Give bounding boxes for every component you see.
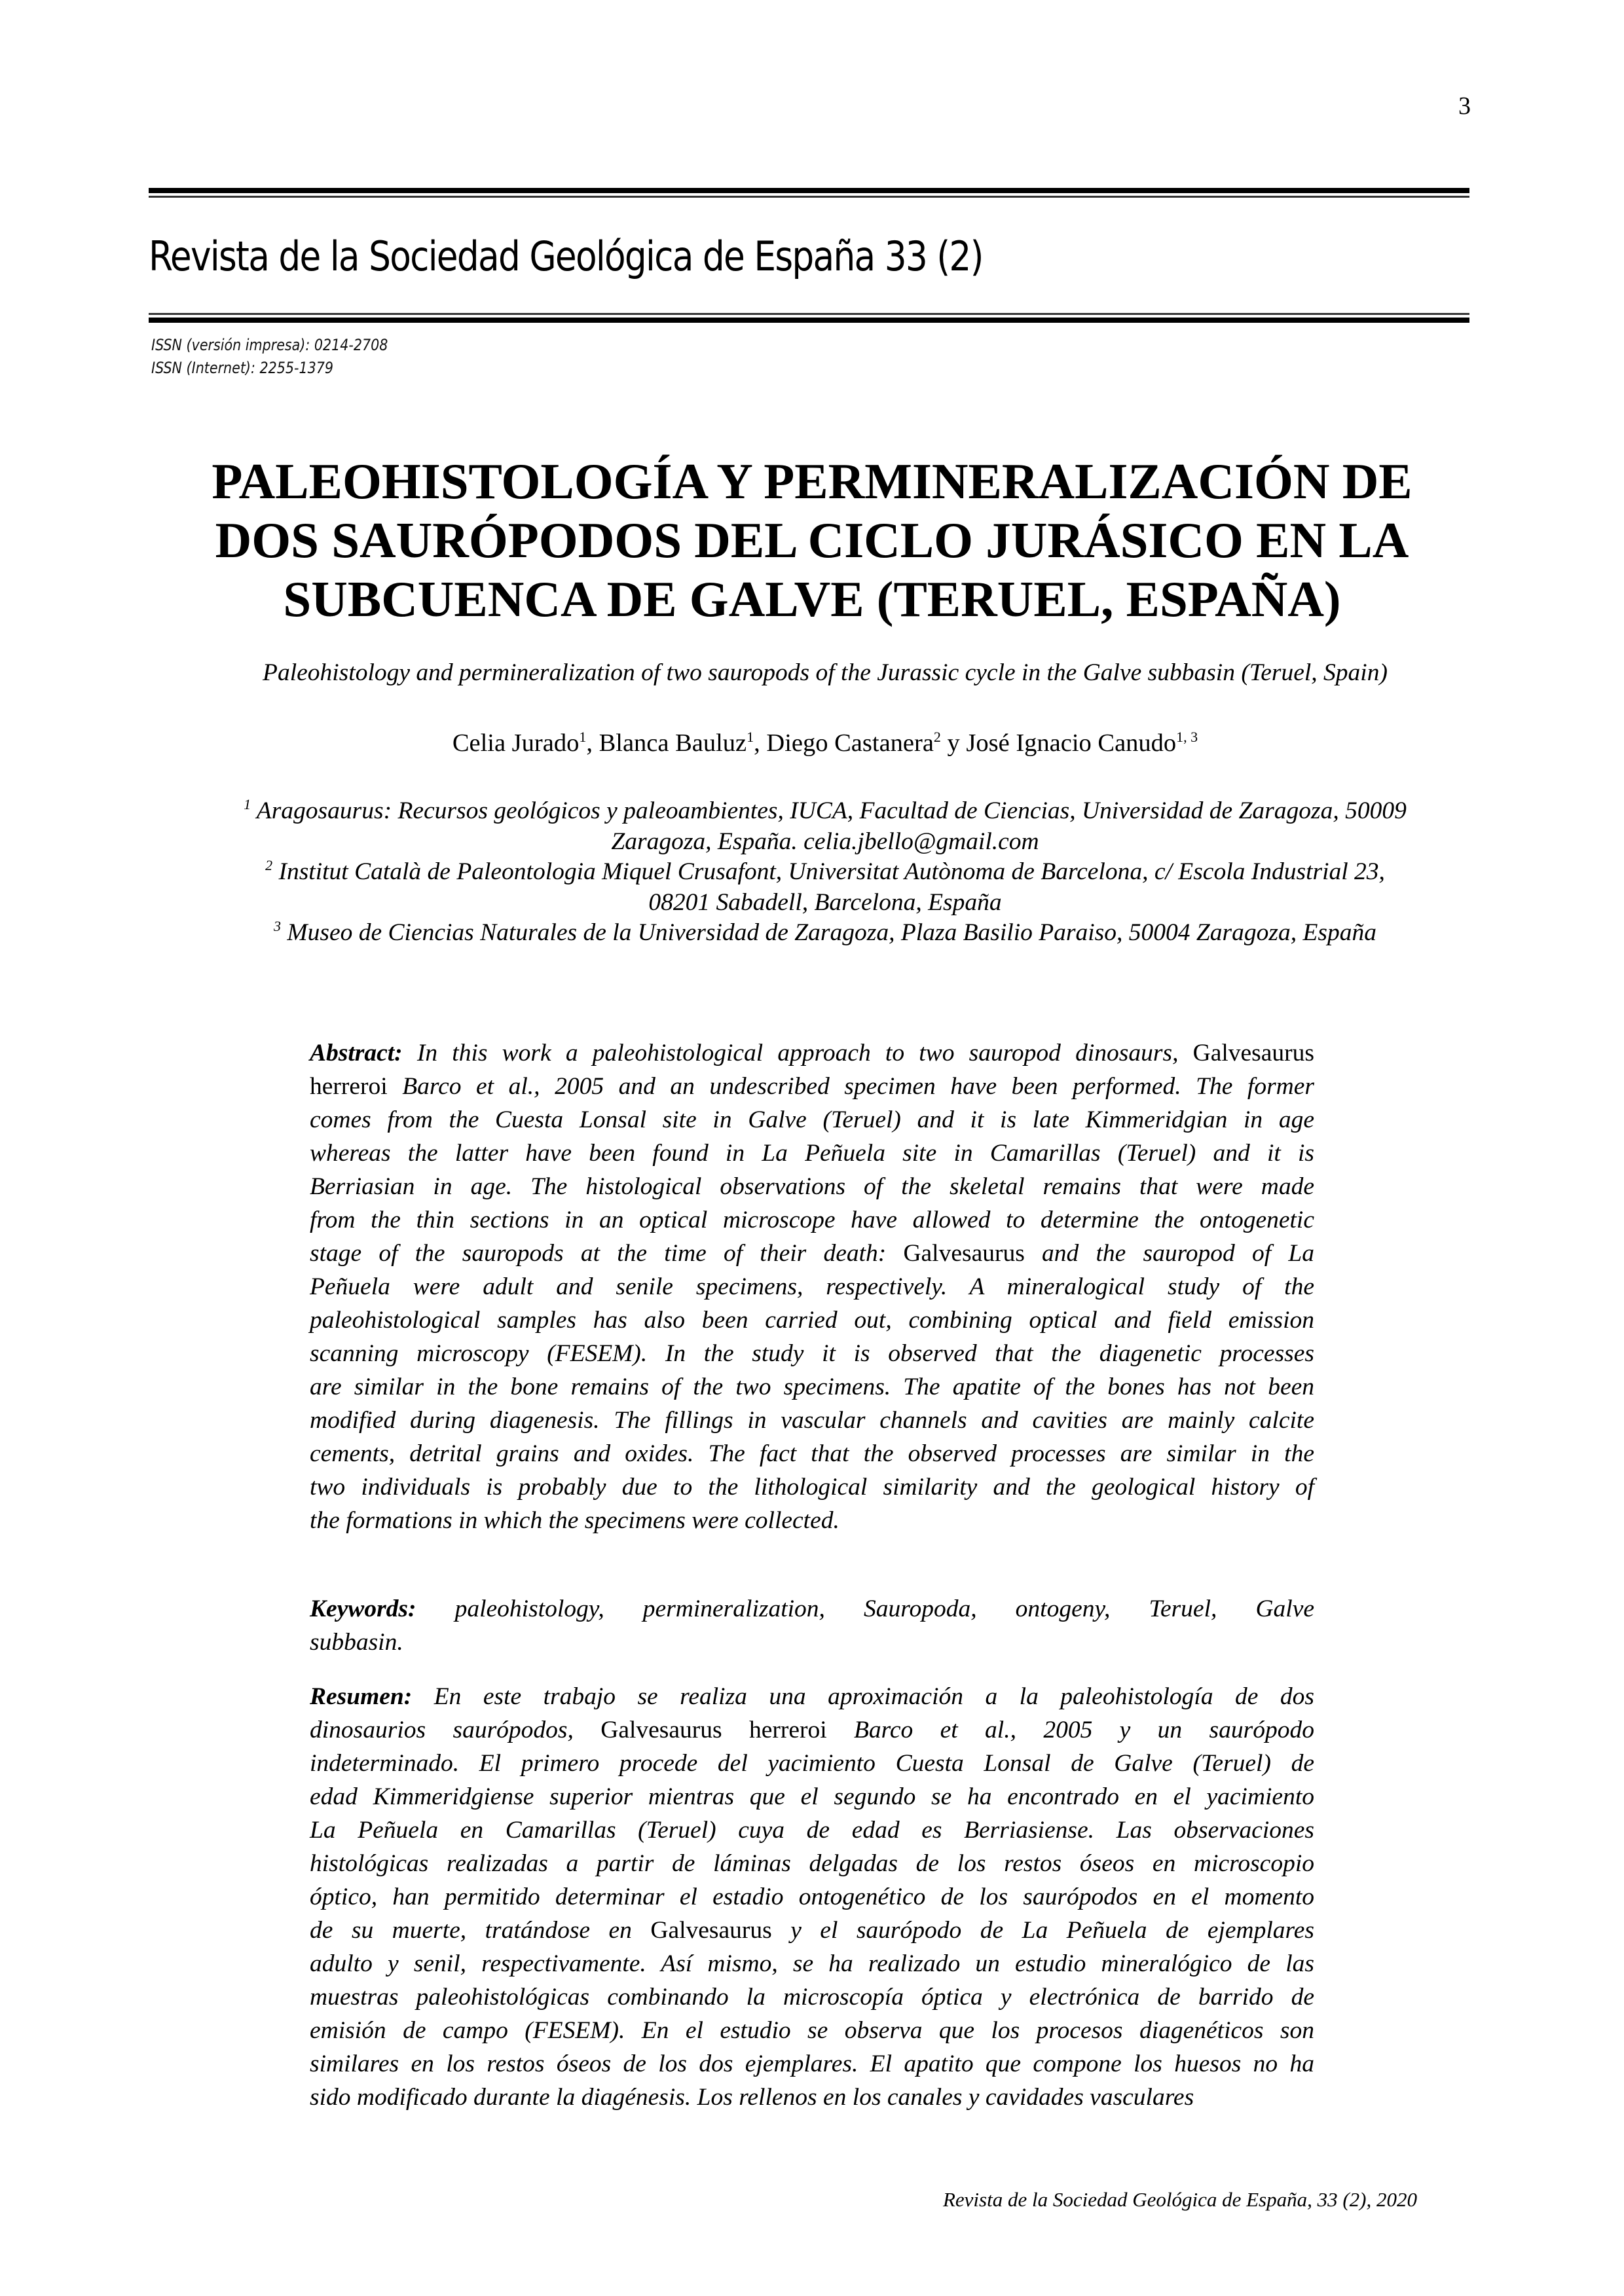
text-line	[310, 1880, 1314, 1914]
text-run: En este trabajo se realiza una aproximación a la paleohistología de dos	[412, 1683, 1314, 1710]
author-sep: ,	[586, 729, 599, 757]
text-line	[310, 1404, 1314, 1437]
text-line	[310, 1747, 1314, 1780]
keywords	[310, 1592, 1314, 1659]
abstract	[310, 1036, 1314, 1537]
text-run: edad Kimmeridgiense superior mientras que el segundo se ha encontrado en el yacimiento	[310, 1783, 1314, 1810]
text-line	[310, 1813, 1314, 1847]
taxon-name: herreroi	[310, 1073, 388, 1100]
text-run: similares en los restos óseos de los dos ejemplares. El apatito que compone los huesos no ha	[310, 2050, 1314, 2077]
affiliation-2-cont: 08201 Sabadell, Barcelona, España	[648, 888, 1002, 916]
text-run: modified during diagenesis. The fillings in vascular channels and cavities are mainly calcite	[310, 1407, 1314, 1434]
text-line	[310, 1337, 1314, 1370]
text-run: histológicas realizadas a partir de láminas delgadas de los restos óseos en microscopio	[310, 1850, 1314, 1877]
text-run: whereas the latter have been found in La Peñuela site in Camarillas (Teruel) and it is	[310, 1140, 1314, 1167]
section-label: Abstract:	[310, 1040, 403, 1066]
text-run: óptico, han permitido determinar el estadio ontogenético de los saurópodos en el momento	[310, 1884, 1314, 1910]
text-run: cements, detrital grains and oxides. The fact that the observed processes are similar in the	[310, 1440, 1314, 1467]
title-line: PALEOHISTOLOGÍA Y PERMINERALIZACIÓN DE	[212, 453, 1412, 509]
resumen	[310, 1680, 1314, 2114]
text-line	[310, 1947, 1314, 1980]
text-run: y el saurópodo de La Peñuela de ejemplares	[771, 1917, 1314, 1944]
author-affil-mark: 2	[933, 729, 941, 745]
text-line	[310, 1036, 1314, 1070]
author-list	[157, 727, 1493, 759]
text-run: indeterminado. El primero procede del yacimiento Cuesta Lonsal de Galve (Teruel) de	[310, 1750, 1314, 1777]
issn-online: ISSN (Internet): 2255-1379	[151, 359, 333, 377]
text-line	[310, 2014, 1314, 2047]
affiliation-1	[151, 796, 1500, 827]
section-label: Keywords:	[310, 1595, 416, 1622]
text-line	[310, 1370, 1314, 1404]
text-line	[310, 1713, 1314, 1747]
text-run: subbasin.	[310, 1629, 403, 1656]
text-run: emisión de campo (FESEM). En el estudio se observa que los procesos diagenéticos son	[310, 2017, 1314, 2044]
text-line	[310, 1270, 1314, 1303]
journal-title: Revista de la Sociedad Geológica de España 33 (2)	[149, 232, 983, 280]
text-run: and the sauropod of La	[1024, 1240, 1314, 1267]
text-run: from the thin sections in an optical microscope have allowed to determine the ontogenetic	[310, 1207, 1314, 1233]
author-affil-mark: 1	[747, 729, 754, 745]
title-line: DOS SAURÓPODOS DEL CICLO JURÁSICO EN LA	[215, 512, 1409, 568]
affil-text: Institut Català de Paleontologia Miquel Crusafont, Universitat Autònoma de Barcelona, c/ Escola Industrial 23,	[272, 858, 1385, 885]
page-footer: Revista de la Sociedad Geológica de España, 33 (2), 2020	[942, 2188, 1417, 2211]
text-run: are similar in the bone remains of the two specimens. The apatite of the bones has not been	[310, 1374, 1314, 1400]
text-line	[310, 1303, 1314, 1337]
text-line	[310, 1980, 1314, 2014]
affil-number: 2	[265, 857, 273, 873]
author-name: Celia Jurado	[452, 729, 580, 757]
text-line	[310, 1070, 1314, 1103]
text-run: two individuals is probably due to the lithological similarity and the geological history of	[310, 1474, 1314, 1501]
author-sep: ,	[754, 729, 767, 757]
issn-print: ISSN (versión impresa): 0214-2708	[151, 336, 388, 354]
taxon-name: Galvesaurus	[650, 1917, 772, 1944]
author-name: José Ignacio Canudo	[966, 729, 1177, 757]
header-rule-bottom-thin	[149, 313, 1469, 315]
affiliation-3	[151, 918, 1500, 949]
section-label: Resumen:	[310, 1683, 413, 1710]
author-name: Diego Castanera	[766, 729, 934, 757]
taxon-name: Galvesaurus herreroi	[600, 1717, 827, 1743]
text-line	[310, 1504, 1314, 1537]
text-line	[310, 1103, 1314, 1137]
text-run: the formations in which the specimens were collected.	[310, 1507, 840, 1534]
text-run: adulto y senil, respectivamente. Así mismo, se ha realizado un estudio mineralógico de las	[310, 1950, 1314, 1977]
text-line	[310, 1914, 1314, 1947]
title-line: SUBCUENCA DE GALVE (TERUEL, ESPAÑA)	[283, 571, 1341, 627]
text-line	[310, 1137, 1314, 1170]
affiliations	[151, 796, 1500, 949]
text-run: Barco et al., 2005 y un saurópodo	[826, 1717, 1314, 1743]
author-affil-mark: 1	[579, 729, 587, 745]
text-run: sido modificado durante la diagénesis. Los rellenos en los canales y cavidades vasculares	[310, 2084, 1194, 2111]
text-run: Barco et al., 2005 and an undescribed specimen have been performed. The former	[387, 1073, 1314, 1100]
text-run: La Peñuela en Camarillas (Teruel) cuya de edad es Berriasiense. Las observaciones	[310, 1817, 1314, 1844]
author-affil-mark: 1, 3	[1176, 729, 1198, 745]
header-rule-bottom-thick	[149, 318, 1469, 323]
affiliation-1-cont: Zaragoza, España. celia.jbello@gmail.com	[611, 828, 1039, 855]
text-run: scanning microscopy (FESEM). In the study it is observed that the diagenetic processes	[310, 1340, 1314, 1367]
page-number: 3	[1458, 92, 1471, 120]
header-rule-top-thin	[149, 196, 1469, 198]
affiliation-2	[151, 857, 1500, 888]
text-run: Berriasian in age. The histological observations of the skeletal remains that were made	[310, 1173, 1314, 1200]
taxon-name: Galvesaurus	[903, 1240, 1025, 1267]
text-run: stage of the sauropods at the time of their death:	[310, 1240, 904, 1267]
text-run: muestras paleohistológicas combinando la microscopía óptica y electrónica de barrido de	[310, 1984, 1314, 2011]
text-run: Peñuela were adult and senile specimens, respectively. A mineralogical study of the	[310, 1273, 1314, 1300]
taxon-name: Galvesaurus	[1192, 1040, 1314, 1066]
text-line	[310, 1470, 1314, 1504]
affil-text: Aragosaurus: Recursos geológicos y paleoambientes, IUCA, Facultad de Ciencias, Universidad de Zaragoza, 50009	[251, 797, 1407, 824]
text-line	[310, 1237, 1314, 1270]
text-run: dinosaurios saurópodos,	[310, 1717, 601, 1743]
text-run: paleohistological samples has also been carried out, combining optical and field emission	[310, 1307, 1314, 1334]
affil-number: 1	[244, 796, 251, 812]
header-rule-top-thick	[149, 188, 1469, 193]
text-run: paleohistology, permineralization, Sauropoda, ontogeny, Teruel, Galve	[416, 1595, 1314, 1622]
text-run: de su muerte, tratándose en	[310, 1917, 651, 1944]
text-line	[310, 2081, 1314, 2114]
text-line	[310, 1680, 1314, 1713]
text-line	[310, 1170, 1314, 1203]
text-line	[310, 1592, 1314, 1626]
text-line	[310, 1203, 1314, 1237]
text-line	[310, 1847, 1314, 1880]
article-title	[164, 452, 1460, 629]
english-title: Paleohistology and permineralization of two sauropods of the Jurassic cycle in the Galve subbasin (Teruel, Spain)	[263, 659, 1388, 686]
affil-number: 3	[274, 918, 282, 934]
text-line	[310, 1780, 1314, 1813]
text-line	[310, 2047, 1314, 2081]
affil-text: Museo de Ciencias Naturales de la Universidad de Zaragoza, Plaza Basilio Paraiso, 50004 Zaragoza, España	[281, 919, 1376, 946]
text-run: In this work a paleohistological approach to two sauropod dinosaurs,	[402, 1040, 1193, 1066]
author-sep: y	[940, 729, 967, 757]
text-line	[310, 1626, 1314, 1659]
author-name: Blanca Bauluz	[599, 729, 747, 757]
text-line	[310, 1437, 1314, 1470]
text-run: comes from the Cuesta Lonsal site in Galve (Teruel) and it is late Kimmeridgian in age	[310, 1106, 1314, 1133]
